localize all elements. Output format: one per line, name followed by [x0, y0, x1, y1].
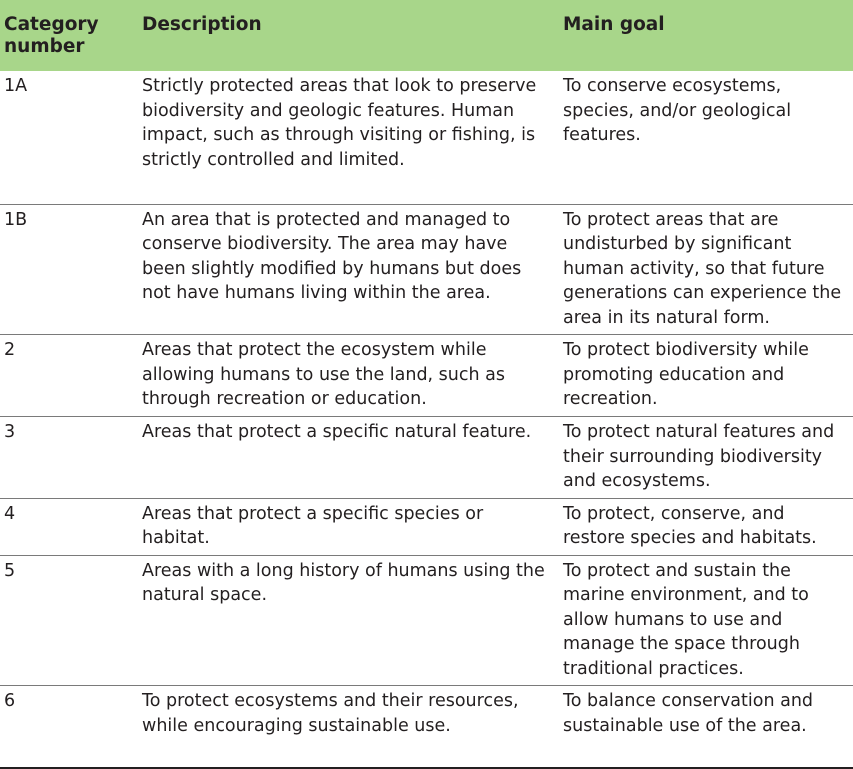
description-cell: Areas that protect a specific natural feature.	[136, 417, 559, 499]
table-row	[0, 204, 853, 335]
header-category-number: Category number	[4, 14, 99, 57]
table-header-row	[0, 0, 853, 71]
goal-cell: To protect and sustain the marine environment, and to allow humans to use and manage the space through traditional practices.	[559, 555, 853, 686]
category-cell: 4	[0, 498, 136, 555]
header-description: Description	[142, 14, 262, 35]
header-main-goal: Main goal	[563, 14, 665, 35]
table-row	[0, 335, 853, 417]
category-cell: 1B	[0, 204, 136, 335]
category-cell: 3	[0, 417, 136, 499]
table-row	[0, 498, 853, 555]
description-cell: Areas with a long history of humans using the natural space.	[136, 555, 559, 686]
category-cell: 5	[0, 555, 136, 686]
category-cell: 1A	[0, 71, 136, 204]
description-cell: To protect ecosystems and their resources, while encouraging sustainable use.	[136, 686, 559, 768]
category-cell: 2	[0, 335, 136, 417]
goal-cell: To protect, conserve, and restore species and habitats.	[559, 498, 853, 555]
category-cell: 6	[0, 686, 136, 768]
goal-cell: To conserve ecosystems, species, and/or geological features.	[559, 71, 853, 204]
table-row	[0, 417, 853, 499]
goal-cell: To protect natural features and their surrounding biodiversity and ecosystems.	[559, 417, 853, 499]
description-cell: Strictly protected areas that look to preserve biodiversity and geologic features. Human impact, such as through visiting or fishing, is strictly controlled and limited.	[136, 71, 559, 204]
goal-cell: To protect biodiversity while promoting education and recreation.	[559, 335, 853, 417]
goal-cell: To protect areas that are undisturbed by significant human activity, so that future generations can experience the area in its natural form.	[559, 204, 853, 335]
description-cell: Areas that protect the ecosystem while allowing humans to use the land, such as through recreation or education.	[136, 335, 559, 417]
goal-cell: To balance conservation and sustainable use of the area.	[559, 686, 853, 768]
table-row	[0, 71, 853, 204]
table-row	[0, 555, 853, 686]
table-row	[0, 686, 853, 768]
description-cell: Areas that protect a specific species or habitat.	[136, 498, 559, 555]
description-cell: An area that is protected and managed to conserve biodiversity. The area may have been slightly modified by humans but does not have humans living within the area.	[136, 204, 559, 335]
